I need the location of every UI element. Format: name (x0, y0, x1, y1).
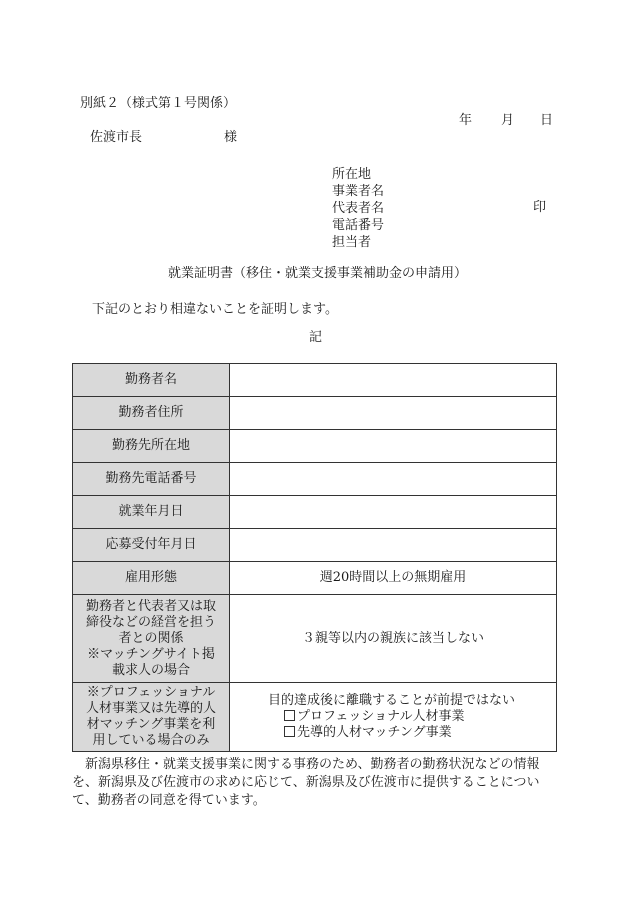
sender-representative-label: 代表者名 (332, 201, 385, 216)
checkbox-icon[interactable] (284, 710, 295, 721)
row-label: 雇用形態 (73, 562, 230, 595)
checkbox-icon[interactable] (284, 726, 295, 737)
row-label: 勤務先所在地 (73, 430, 230, 463)
worker-name-cell[interactable] (230, 364, 557, 397)
row-label: 応募受付年月日 (73, 529, 230, 562)
sender-contact-label: 担当者 (332, 235, 372, 250)
relation-row (73, 595, 557, 683)
professional-value-cell (230, 683, 557, 752)
employment-date-cell[interactable] (230, 496, 557, 529)
table-row (73, 430, 557, 463)
professional-condition: 目的達成後に離職することが前提ではない (268, 693, 516, 708)
option-label: プロフェッショナル人材事業 (297, 709, 465, 724)
date-year-label: 年 (459, 113, 473, 128)
certificate-table (72, 363, 557, 752)
row-label: 勤務先電話番号 (73, 463, 230, 496)
employment-type-value: 週20時間以上の無期雇用 (230, 562, 557, 595)
relation-label-cell (73, 595, 230, 683)
table-row (73, 364, 557, 397)
intro-text: 下記のとおり相違ないことを証明します。 (92, 302, 338, 317)
addressee-honorific: 様 (224, 130, 238, 145)
table-row (73, 562, 557, 595)
table-row (73, 397, 557, 430)
relation-label: 勤務者と代表者又は取締役などの経営を担う者との関係 (85, 598, 216, 646)
workplace-address-cell[interactable] (230, 430, 557, 463)
relation-note: ※マッチングサイト掲載求人の場合 (87, 646, 215, 678)
professional-label: ※プロフェッショナル人材事業又は先導的人材マッチング事業を利用している場合のみ (85, 685, 216, 748)
sender-business-name-label: 事業者名 (332, 184, 385, 199)
addressee: 佐渡市長 (90, 130, 143, 145)
option-professional[interactable] (268, 709, 556, 725)
professional-row (73, 683, 557, 752)
sender-address-label: 所在地 (332, 167, 372, 182)
workplace-phone-cell[interactable] (230, 463, 557, 496)
document-title: 就業証明書（移住・就業支援事業補助金の申請用） (168, 266, 468, 281)
application-date-cell[interactable] (230, 529, 557, 562)
row-label: 勤務者住所 (73, 397, 230, 430)
row-label: 就業年月日 (73, 496, 230, 529)
sender-block (332, 166, 384, 251)
date-month-label: 月 (501, 113, 515, 128)
row-label: 勤務者名 (73, 364, 230, 397)
sender-phone-label: 電話番号 (332, 218, 385, 233)
table-row (73, 529, 557, 562)
worker-address-cell[interactable] (230, 397, 557, 430)
option-label: 先導的人材マッチング事業 (297, 725, 452, 740)
seal-mark: 印 (533, 200, 547, 215)
ki-label: 記 (309, 330, 323, 345)
relation-value: ３親等以内の親族に該当しない (230, 595, 557, 683)
table-row (73, 463, 557, 496)
professional-label-cell (73, 683, 230, 752)
table-row (73, 496, 557, 529)
option-pioneer-matching[interactable] (268, 725, 556, 741)
attachment-label: 別紙２（様式第１号関係） (80, 96, 237, 111)
date-day-label: 日 (540, 113, 554, 128)
consent-text: 新潟県移住・就業支援事業に関する事務のため、勤務者の勤務状況などの情報を、新潟県及び佐渡市の求めに応じて、新潟県及び佐渡市に提供することについて、勤務者の同意を得ています。 (72, 757, 540, 808)
